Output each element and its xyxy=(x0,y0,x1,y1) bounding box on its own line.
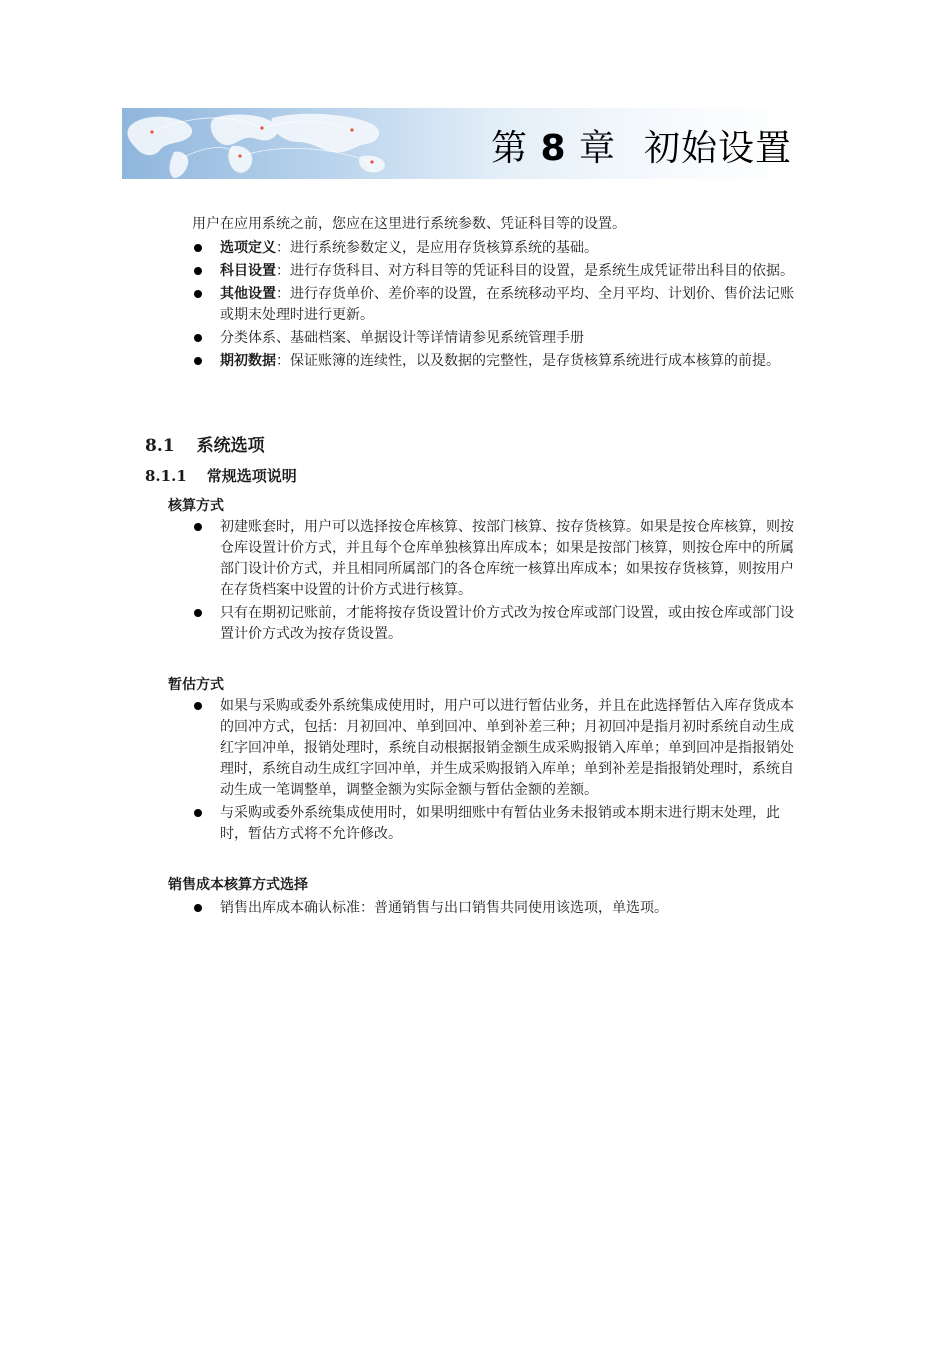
subsection-heading xyxy=(145,465,297,486)
list-item: 其他设置：进行存货单价、差价率的设置，在系统移动平均、全月平均、计划价、售价法记账或期末处理时进行更新。 xyxy=(192,284,798,326)
group-heading-estimate-method: 暂估方式 xyxy=(168,677,224,693)
world-map-image xyxy=(122,108,442,179)
bullet-icon xyxy=(194,290,202,298)
group-heading-sales-cost-method: 销售成本核算方式选择 xyxy=(168,877,308,893)
accounting-method-list xyxy=(192,517,798,647)
list-item: 只有在期初记账前，才能将按存货设置计价方式改为按仓库或部门设置，或由按仓库或部门设置计价方式改为按存货设置。 xyxy=(192,603,798,645)
list-item: 科目设置：进行存货科目、对方科目等的凭证科目的设置，是系统生成凭证带出科目的依据。 xyxy=(192,261,798,282)
list-item: 与采购或委外系统集成使用时，如果明细账中有暂估业务未报销或本期末进行期末处理，此时，暂估方式将不允许修改。 xyxy=(192,803,798,845)
bullet-icon xyxy=(194,702,202,710)
chapter-title xyxy=(491,120,792,171)
bullet-icon xyxy=(194,334,202,342)
bullet-icon xyxy=(194,244,202,252)
section-title: 系统选项 xyxy=(196,436,265,456)
list-item: 选项定义：进行系统参数定义，是应用存货核算系统的基础。 xyxy=(192,238,798,259)
list-item: 期初数据：保证账簿的连续性，以及数据的完整性，是存货核算系统进行成本核算的前提。 xyxy=(192,351,798,372)
sales-cost-method-list xyxy=(192,898,798,921)
section-number: 8.1 xyxy=(145,436,175,456)
subsection-number: 8.1.1 xyxy=(145,467,187,485)
bullet-icon xyxy=(194,357,202,365)
bullet-icon xyxy=(194,609,202,617)
bullet-icon xyxy=(194,523,202,531)
chapter-number: 8 xyxy=(540,128,567,169)
section-heading xyxy=(145,431,265,456)
list-item: 分类体系、基础档案、单据设计等详情请参见系统管理手册 xyxy=(192,328,798,349)
group-heading-accounting-method: 核算方式 xyxy=(168,498,224,514)
subsection-title: 常规选项说明 xyxy=(206,467,297,485)
bullet-icon xyxy=(194,809,202,817)
chapter-suffix: 章 xyxy=(578,128,616,169)
chapter-name: 初始设置 xyxy=(643,128,792,169)
bullet-icon xyxy=(194,904,202,912)
chapter-prefix: 第 xyxy=(490,128,528,169)
list-item: 初建账套时，用户可以选择按仓库核算、按部门核算、按存货核算。如果是按仓库核算，则按仓库设置计价方式，并且每个仓库单独核算出库成本；如果是按部门核算，则按仓库中的所属部门设计价方式，并且相同所属部门的各仓库统一核算出库成本；如果按存货核算，则按用户在存货档案中设置的计价方式进行核算。 xyxy=(192,517,798,601)
list-item: 如果与采购或委外系统集成使用时，用户可以进行暂估业务，并且在此选择暂估入库存货成本的回冲方式，包括：月初回冲、单到回冲、单到补差三种；月初回冲是指月初时系统自动生成红字回冲单，报销处理时，系统自动根据报销金额生成采购报销入库单；单到回冲是指报销处理时，系统自动生成红字回冲单，并生成采购报销入库单；单到补差是指报销处理时，系统自动生成一笔调整单，调整金额为实际金额与暂估金额的差额。 xyxy=(192,696,798,801)
list-item: 销售出库成本确认标准：普通销售与出口销售共同使用该选项，单选项。 xyxy=(192,898,798,919)
bullet-icon xyxy=(194,267,202,275)
chapter-banner xyxy=(122,108,808,179)
estimate-method-list xyxy=(192,696,798,847)
intro-bullet-list xyxy=(192,238,798,374)
intro-paragraph: 用户在应用系统之前，您应在这里进行系统参数、凭证科目等的设置。 xyxy=(192,216,626,232)
